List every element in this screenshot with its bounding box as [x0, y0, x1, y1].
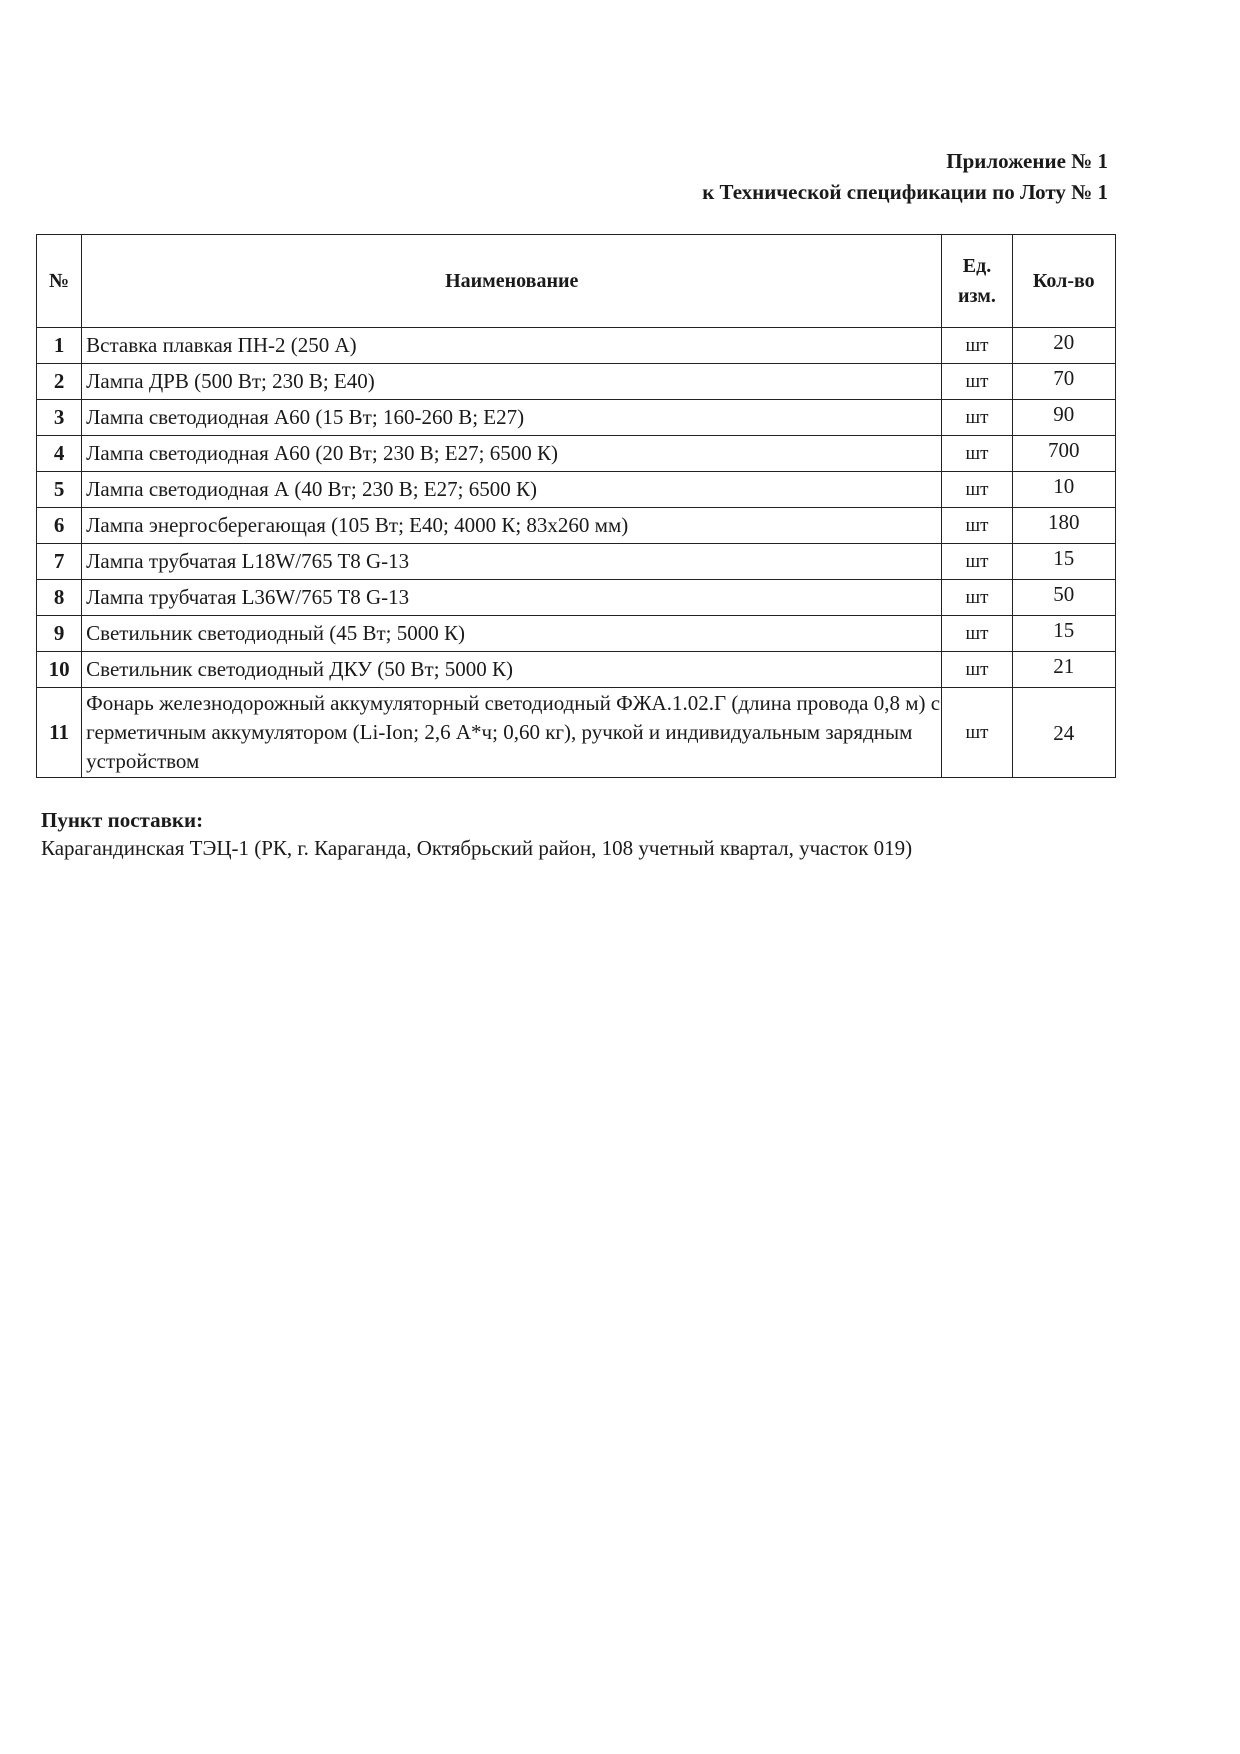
header-qty: Кол-во	[1012, 235, 1115, 328]
row-qty: 15	[1012, 616, 1115, 652]
row-num: 8	[37, 580, 82, 616]
row-num: 2	[37, 364, 82, 400]
row-name: Фонарь железнодорожный аккумуляторный светодиодный ФЖА.1.02.Г (длина провода 0,8 м) с герметичным аккумулятором (Li-Ion; 2,6 А*ч; 0,60 кг), ручкой и индивидуальным зарядным устройством	[82, 688, 942, 778]
row-qty: 90	[1012, 400, 1115, 436]
row-name: Лампа светодиодная А60 (15 Вт; 160-260 В; Е27)	[82, 400, 942, 436]
table-row	[37, 544, 1116, 580]
header-unit	[942, 235, 1012, 328]
row-name: Светильник светодиодный (45 Вт; 5000 К)	[82, 616, 942, 652]
row-unit: шт	[942, 400, 1012, 436]
row-num: 6	[37, 508, 82, 544]
specification-table	[36, 234, 1116, 778]
row-num: 9	[37, 616, 82, 652]
row-unit: шт	[942, 580, 1012, 616]
row-num: 7	[37, 544, 82, 580]
header-unit-line2: изм.	[958, 285, 996, 307]
table-row	[37, 508, 1116, 544]
delivery-address: Карагандинская ТЭЦ-1 (РК, г. Караганда, Октябрьский район, 108 учетный квартал, участок 019)	[41, 836, 913, 860]
row-unit: шт	[942, 364, 1012, 400]
row-num: 1	[37, 328, 82, 364]
appendix-subtitle: к Технической спецификации по Лоту № 1	[702, 180, 1108, 204]
row-unit: шт	[942, 652, 1012, 688]
row-name: Лампа ДРВ (500 Вт; 230 В; Е40)	[82, 364, 942, 400]
delivery-label: Пункт поставки:	[41, 808, 204, 832]
row-qty: 70	[1012, 364, 1115, 400]
table-row	[37, 580, 1116, 616]
row-qty: 20	[1012, 328, 1115, 364]
row-num: 3	[37, 400, 82, 436]
table-row	[37, 688, 1116, 778]
appendix-title: Приложение № 1	[946, 149, 1108, 173]
table-row	[37, 364, 1116, 400]
table-row	[37, 436, 1116, 472]
row-unit: шт	[942, 544, 1012, 580]
row-name: Лампа трубчатая L36W/765 T8 G-13	[82, 580, 942, 616]
row-num: 5	[37, 472, 82, 508]
header-unit-line1: Ед.	[962, 255, 992, 277]
row-unit: шт	[942, 472, 1012, 508]
row-qty: 50	[1012, 580, 1115, 616]
row-unit: шт	[942, 508, 1012, 544]
row-qty: 180	[1012, 508, 1115, 544]
row-qty: 10	[1012, 472, 1115, 508]
row-name: Лампа трубчатая L18W/765 T8 G-13	[82, 544, 942, 580]
row-unit: шт	[942, 328, 1012, 364]
delivery-section	[41, 806, 912, 862]
header-name: Наименование	[82, 235, 942, 328]
row-unit: шт	[942, 436, 1012, 472]
row-name: Лампа светодиодная А (40 Вт; 230 В; Е27; 6500 К)	[82, 472, 942, 508]
row-qty: 700	[1012, 436, 1115, 472]
row-qty: 24	[1012, 688, 1115, 778]
table-header-row	[37, 235, 1116, 328]
table-row	[37, 328, 1116, 364]
row-unit: шт	[942, 616, 1012, 652]
table-row	[37, 652, 1116, 688]
table-row	[37, 616, 1116, 652]
row-num: 4	[37, 436, 82, 472]
row-num: 10	[37, 652, 82, 688]
row-name: Лампа светодиодная А60 (20 Вт; 230 В; Е27; 6500 К)	[82, 436, 942, 472]
row-qty: 21	[1012, 652, 1115, 688]
row-qty: 15	[1012, 544, 1115, 580]
row-name: Светильник светодиодный ДКУ (50 Вт; 5000 К)	[82, 652, 942, 688]
document-heading	[702, 146, 1108, 208]
table-row	[37, 400, 1116, 436]
table-row	[37, 472, 1116, 508]
header-num: №	[37, 235, 82, 328]
row-unit: шт	[942, 688, 1012, 778]
row-num: 11	[37, 688, 82, 778]
row-name: Вставка плавкая ПН-2 (250 А)	[82, 328, 942, 364]
row-name: Лампа энергосберегающая (105 Вт; Е40; 4000 К; 83х260 мм)	[82, 508, 942, 544]
